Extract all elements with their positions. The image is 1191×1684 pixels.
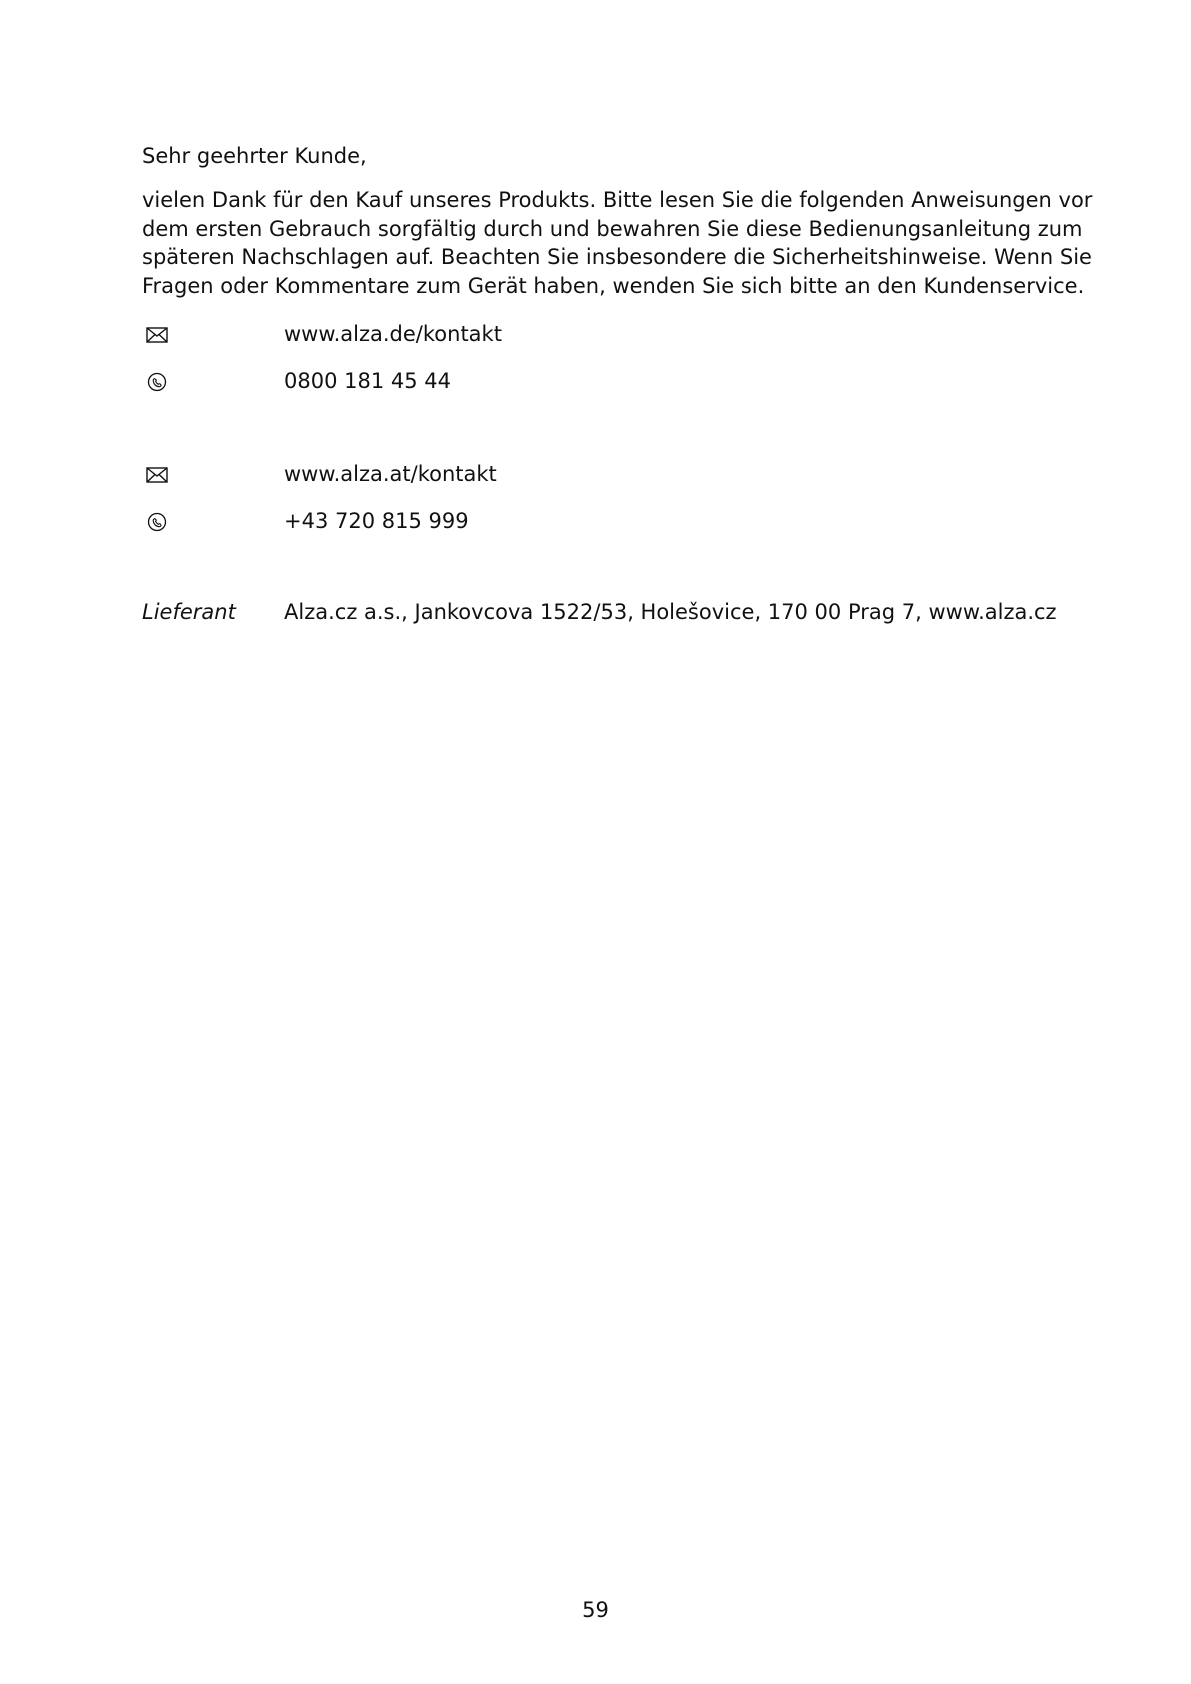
envelope-icon: [146, 464, 168, 486]
contact-phone-number[interactable]: +43 720 815 999: [284, 509, 469, 533]
envelope-icon: [146, 324, 168, 346]
intro-line: vielen Dank für den Kauf unseres Produkts. Bitte lesen Sie die folgenden Anweisungen vor: [142, 188, 1093, 212]
intro-line: späteren Nachschlagen auf. Beachten Sie insbesondere die Sicherheitshinweise. Wenn Sie: [142, 245, 1092, 269]
intro-paragraph: [142, 186, 1093, 300]
supplier-label: Lieferant: [142, 600, 236, 624]
telephone-icon: [146, 371, 168, 393]
contact-phone-number[interactable]: 0800 181 45 44: [284, 369, 451, 393]
contact-web-link[interactable]: www.alza.at/kontakt: [284, 462, 497, 486]
contact-web-at: [142, 460, 1042, 490]
contact-phone-at: [142, 507, 1042, 537]
intro-line: Fragen oder Kommentare zum Gerät haben, wenden Sie sich bitte an den Kundenservice.: [142, 273, 1085, 298]
contact-web-link[interactable]: www.alza.de/kontakt: [284, 322, 502, 346]
greeting-text: Sehr geehrter Kunde,: [142, 144, 367, 168]
supplier-address: Alza.cz a.s., Jankovcova 1522/53, Holešovice, 170 00 Prag 7, www.alza.cz: [284, 600, 1057, 624]
telephone-icon: [146, 511, 168, 533]
supplier-row: [142, 598, 1057, 628]
intro-line: dem ersten Gebrauch sorgfältig durch und bewahren Sie diese Bedienungsanleitung zum: [142, 216, 1083, 241]
contact-phone-de: [142, 367, 1042, 397]
contact-web-de: [142, 320, 1042, 350]
page-number: 59: [582, 1598, 609, 1622]
